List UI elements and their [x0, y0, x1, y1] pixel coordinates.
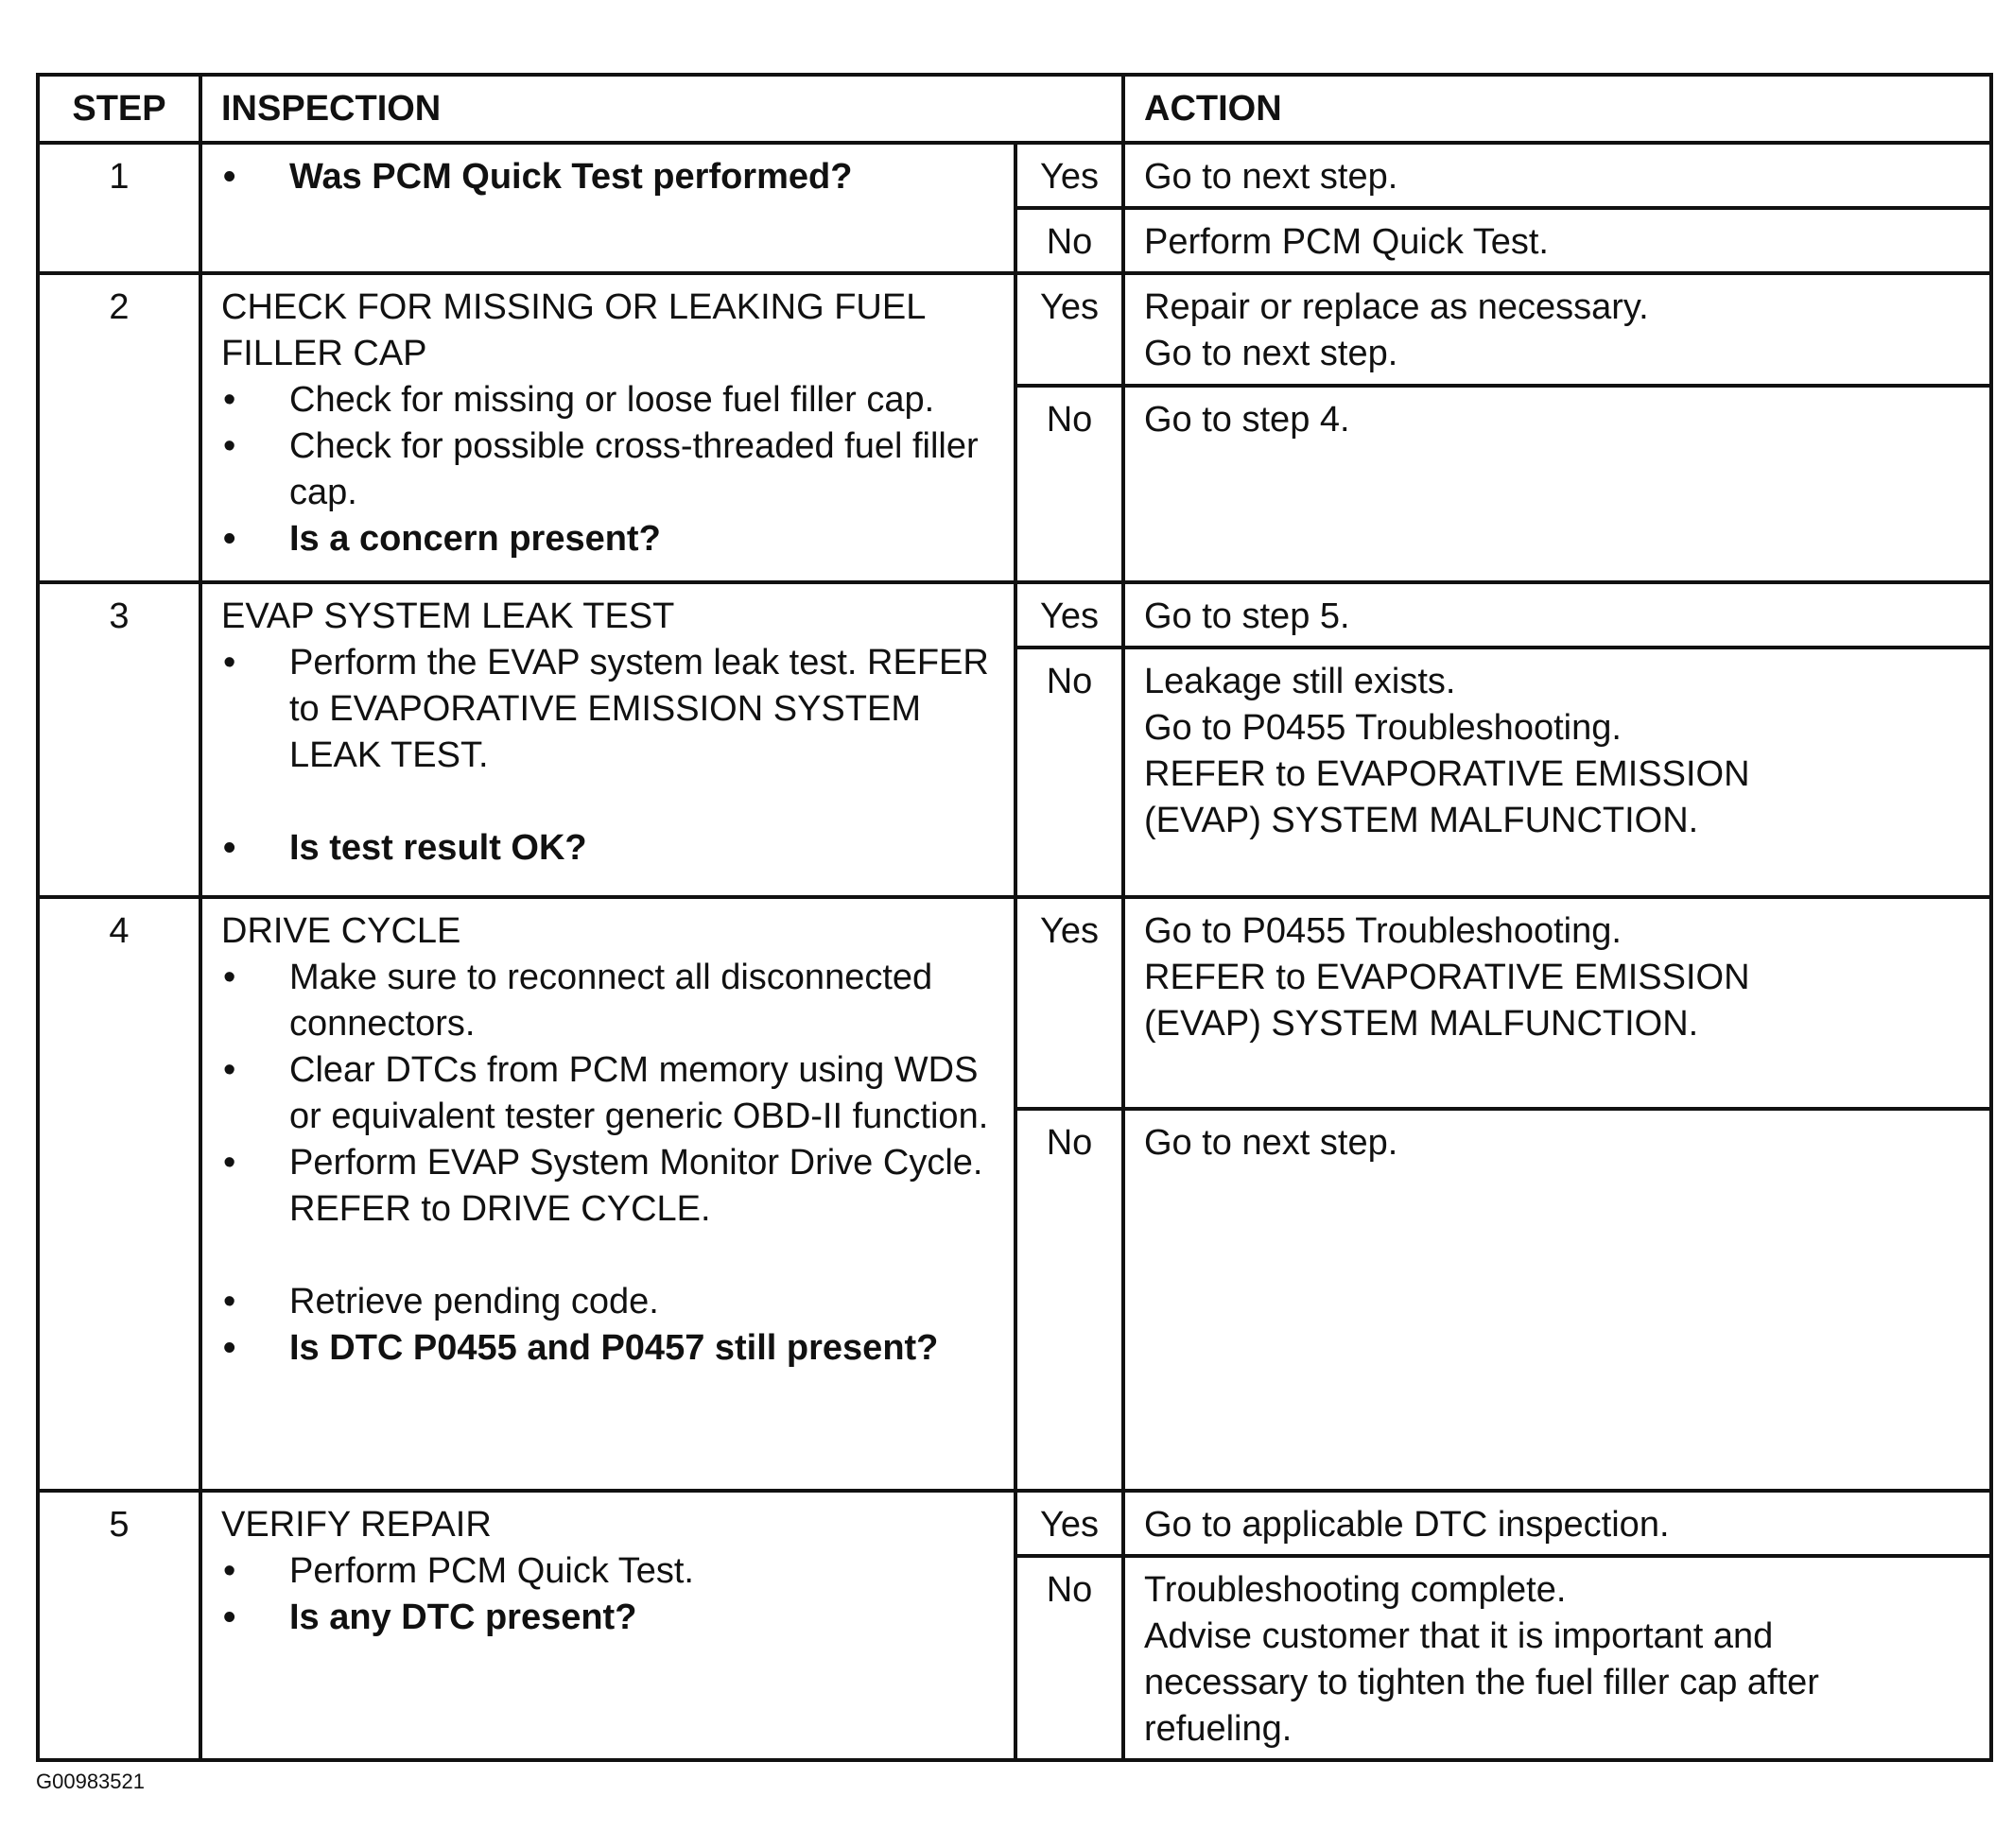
yes-action	[1123, 582, 1991, 648]
action-line: refueling.	[1144, 1709, 1293, 1749]
header-step: STEP	[38, 75, 200, 143]
action-line: (EVAP) SYSTEM MALFUNCTION.	[1144, 801, 1699, 840]
inspection-bullet: • Retrieve pending code.	[221, 1279, 995, 1325]
inspection-cell	[200, 1491, 1015, 1760]
action-line: Go to step 4.	[1144, 400, 1350, 440]
spacer	[221, 779, 995, 825]
table-header-row	[38, 75, 1991, 143]
action-line: necessary to tighten the fuel filler cap after	[1144, 1663, 1819, 1702]
no-action	[1123, 1556, 1991, 1760]
no-action	[1123, 1109, 1991, 1491]
step-row-4	[38, 897, 1991, 1491]
action-line: Advise customer that it is important and	[1144, 1616, 1774, 1656]
inspection-bullet: • Perform PCM Quick Test.	[221, 1548, 995, 1595]
no-label: No	[1015, 208, 1123, 273]
step-number: 5	[38, 1491, 200, 1760]
inspection-title: VERIFY REPAIR	[221, 1505, 492, 1545]
action-line: Go to next step.	[1144, 1123, 1398, 1163]
inspection-question: • Is a concern present?	[221, 516, 995, 562]
diagnostic-table	[36, 73, 1993, 1762]
figure-id: G00983521	[36, 1770, 145, 1793]
no-label: No	[1015, 1109, 1123, 1491]
inspection-bullet: • Make sure to reconnect all disconnected connectors.	[221, 955, 995, 1047]
inspection-cell	[200, 143, 1015, 273]
action-line: Troubleshooting complete.	[1144, 1570, 1567, 1610]
action-line: Go to next step.	[1144, 157, 1398, 197]
yes-label: Yes	[1015, 1491, 1123, 1556]
inspection-cell	[200, 582, 1015, 897]
yes-label: Yes	[1015, 143, 1123, 208]
step-row-5	[38, 1491, 1991, 1760]
yes-action	[1123, 143, 1991, 208]
action-line: Perform PCM Quick Test.	[1144, 222, 1549, 262]
header-inspection: INSPECTION	[200, 75, 1123, 143]
action-line: Leakage still exists.	[1144, 662, 1456, 701]
yes-action	[1123, 897, 1991, 1109]
step-number: 4	[38, 897, 200, 1491]
action-line: Go to P0455 Troubleshooting.	[1144, 708, 1622, 748]
action-line: Go to P0455 Troubleshooting.	[1144, 911, 1622, 951]
action-line: Go to next step.	[1144, 334, 1398, 373]
inspection-title: FILLER CAP	[221, 334, 427, 373]
step-number: 2	[38, 273, 200, 582]
header-action: ACTION	[1123, 75, 1991, 143]
inspection-bullet: • Clear DTCs from PCM memory using WDS or equivalent tester generic OBD-II function.	[221, 1047, 995, 1140]
no-label: No	[1015, 1556, 1123, 1760]
inspection-title: CHECK FOR MISSING OR LEAKING FUEL	[221, 287, 927, 327]
no-label: No	[1015, 386, 1123, 582]
inspection-bullet: • Perform EVAP System Monitor Drive Cycle. REFER to DRIVE CYCLE.	[221, 1140, 995, 1233]
spacer	[221, 1233, 995, 1279]
action-line: Go to applicable DTC inspection.	[1144, 1505, 1670, 1545]
inspection-cell	[200, 897, 1015, 1491]
action-line: Repair or replace as necessary.	[1144, 287, 1649, 327]
no-label: No	[1015, 648, 1123, 897]
step-number: 1	[38, 143, 200, 273]
yes-action	[1123, 273, 1991, 386]
yes-label: Yes	[1015, 897, 1123, 1109]
action-line: Go to step 5.	[1144, 596, 1350, 636]
yes-label: Yes	[1015, 582, 1123, 648]
no-action	[1123, 386, 1991, 582]
inspection-cell	[200, 273, 1015, 582]
yes-label: Yes	[1015, 273, 1123, 386]
action-line: (EVAP) SYSTEM MALFUNCTION.	[1144, 1004, 1699, 1044]
inspection-question: • Is test result OK?	[221, 825, 995, 872]
step-row-2	[38, 273, 1991, 582]
inspection-bullet: • Check for possible cross-threaded fuel filler cap.	[221, 423, 995, 516]
no-action	[1123, 648, 1991, 897]
inspection-bullet: • Perform the EVAP system leak test. REFER to EVAPORATIVE EMISSION SYSTEM LEAK TEST.	[221, 640, 995, 779]
step-row-3	[38, 582, 1991, 897]
inspection-title: EVAP SYSTEM LEAK TEST	[221, 596, 675, 636]
inspection-title: DRIVE CYCLE	[221, 911, 461, 951]
action-line: REFER to EVAPORATIVE EMISSION	[1144, 958, 1750, 997]
no-action	[1123, 208, 1991, 273]
inspection-question: • Was PCM Quick Test performed?	[221, 154, 995, 200]
inspection-question: • Is any DTC present?	[221, 1595, 995, 1641]
inspection-question: • Is DTC P0455 and P0457 still present?	[221, 1325, 995, 1372]
yes-action	[1123, 1491, 1991, 1556]
inspection-bullet: • Check for missing or loose fuel filler cap.	[221, 377, 995, 423]
step-row-1	[38, 143, 1991, 273]
action-line: REFER to EVAPORATIVE EMISSION	[1144, 754, 1750, 794]
step-number: 3	[38, 582, 200, 897]
